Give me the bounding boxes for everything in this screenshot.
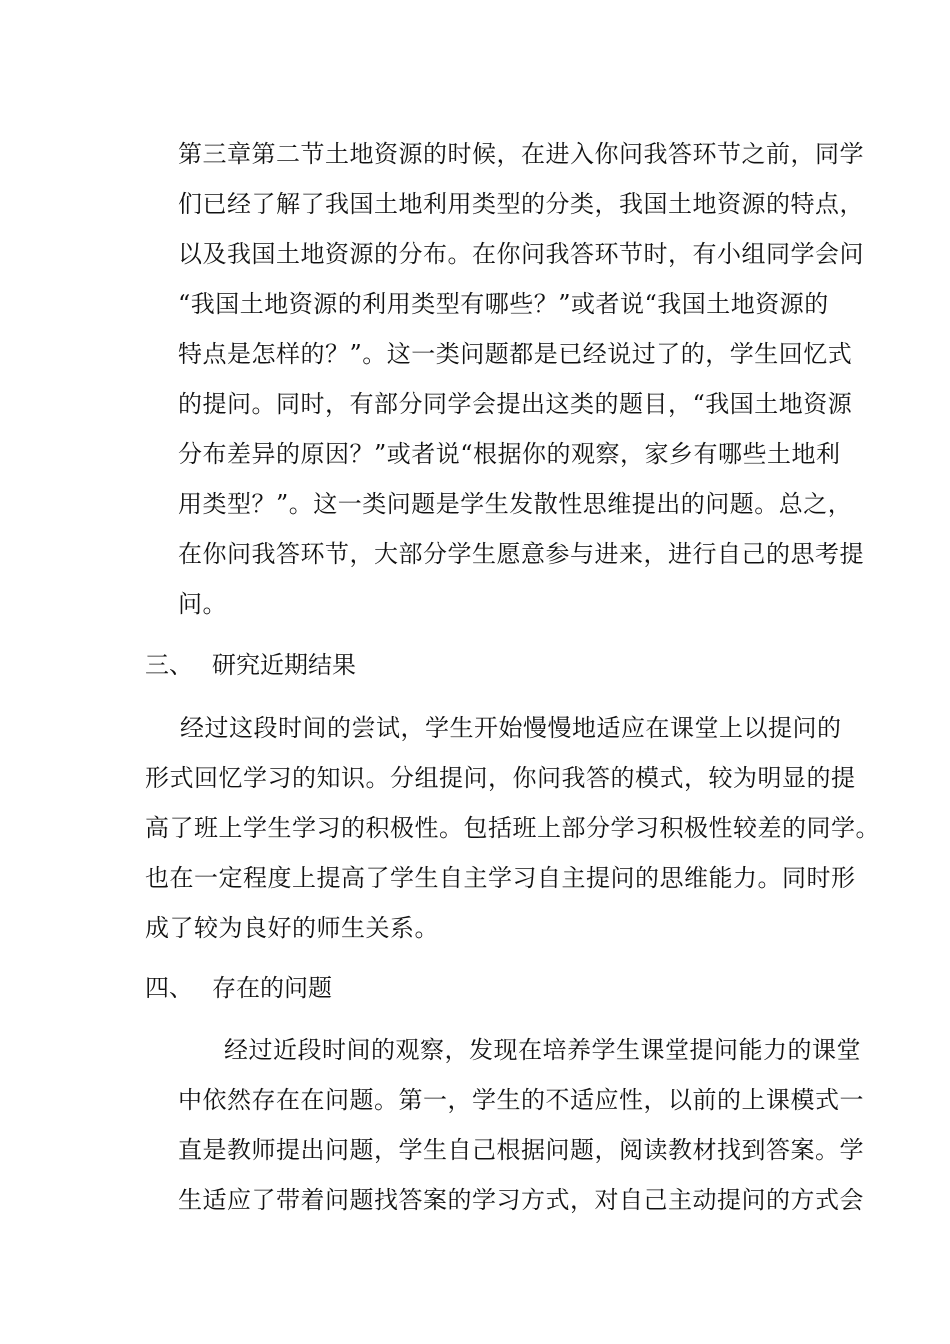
paragraph2-line-4: 也在一定程度上提高了学生自主学习自主提问的思维能力。同时形 xyxy=(145,864,856,892)
section4-title: 存在的问题 xyxy=(212,974,332,1002)
paragraph1-line-10: 问。 xyxy=(178,590,227,618)
paragraph3-line-4: 生适应了带着问题找答案的学习方式，对自己主动提问的方式会 xyxy=(178,1186,864,1214)
paragraph1-line-7: 分布差异的原因？”或者说“根据你的观察，家乡有哪些土地利 xyxy=(178,440,841,468)
paragraph3-line-1: 经过近段时间的观察，发现在培养学生课堂提问能力的课堂 xyxy=(224,1036,861,1064)
paragraph2-line-5: 成了较为良好的师生关系。 xyxy=(145,914,439,942)
paragraph1-line-8: 用类型？”。这一类问题是学生发散性思维提出的问题。总之， xyxy=(178,490,853,518)
paragraph1-line-1: 第三章第二节土地资源的时候，在进入你问我答环节之前，同学 xyxy=(178,140,864,168)
paragraph3-line-2: 中依然存在在问题。第一，学生的不适应性，以前的上课模式一 xyxy=(178,1086,864,1114)
paragraph1-line-2: 们已经了解了我国土地利用类型的分类，我国土地资源的特点， xyxy=(178,190,864,218)
section4-number: 四、 xyxy=(145,974,193,1002)
paragraph2-line-2: 形式回忆学习的知识。分组提问，你问我答的模式，较为明显的提 xyxy=(145,764,856,792)
section3-title: 研究近期结果 xyxy=(212,651,356,679)
paragraph2-line-1: 经过这段时间的尝试，学生开始慢慢地适应在课堂上以提问的 xyxy=(180,714,842,742)
paragraph3-line-3: 直是教师提出问题，学生自己根据问题，阅读教材找到答案。学 xyxy=(178,1136,864,1164)
paragraph1-line-3: 以及我国土地资源的分布。在你问我答环节时，有小组同学会问 xyxy=(178,240,864,268)
paragraph1-line-9: 在你问我答环节，大部分学生愿意参与进来，进行自己的思考提 xyxy=(178,540,864,568)
paragraph1-line-4: “我国土地资源的利用类型有哪些？”或者说“我国土地资源的 xyxy=(178,290,829,318)
paragraph1-line-6: 的提问。同时，有部分同学会提出这类的题目，“我国土地资源 xyxy=(178,390,853,418)
paragraph1-line-5: 特点是怎样的？”。这一类问题都是已经说过了的，学生回忆式 xyxy=(178,340,853,368)
paragraph2-line-3: 高了班上学生学习的积极性。包括班上部分学习积极性较差的同学。 xyxy=(145,814,880,842)
section3-number: 三、 xyxy=(145,651,193,679)
